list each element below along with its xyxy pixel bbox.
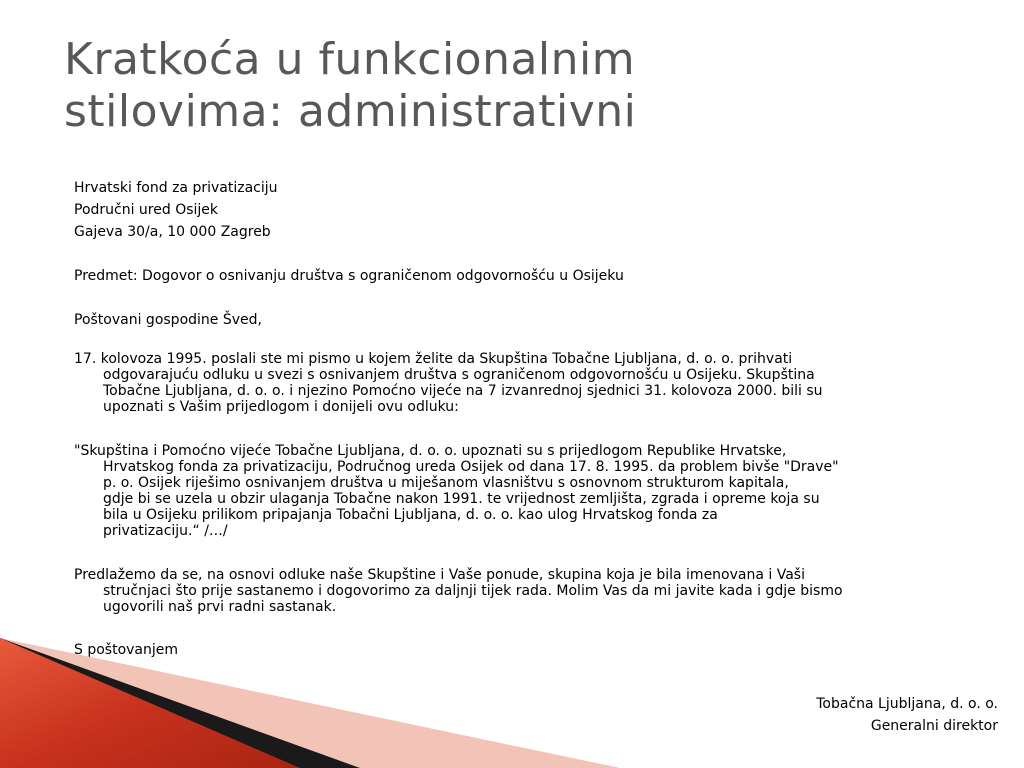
paragraph-line: bila u Osijeku prilikom pripajanja Tobačni Ljubljana, d. o. o. kao ulog Hrvatskog fonda za xyxy=(103,507,718,523)
slide-title-line-2: stilovima: administrativni xyxy=(64,86,637,137)
paragraph-2 xyxy=(74,443,1000,539)
paragraph-3 xyxy=(74,567,1000,615)
closing-line: S poštovanjem xyxy=(74,642,179,658)
subject-line: Predmet: Dogovor o osnivanju društva s ograničenom odgovornošću u Osijeku xyxy=(74,268,624,284)
paragraph-line: Tobačne Ljubljana, d. o. o. i njezino Pomoćno vijeće na 7 izvanrednoj sjednici 31. kolovoza 2000. bili su xyxy=(103,383,823,399)
paragraph-line: odgovarajuću odluku u svezi s osnivanjem društva s ograničenom odgovornošću u Osijeku. Skupština xyxy=(103,367,815,383)
letter-body xyxy=(74,177,1000,661)
address-line: Područni ured Osijek xyxy=(74,202,219,218)
decorative-corner-graphic xyxy=(0,638,620,768)
paragraph-line: privatizaciju.“ /…/ xyxy=(103,523,228,539)
address-block xyxy=(74,177,1000,243)
paragraph-1 xyxy=(74,351,1000,415)
paragraph-line: p. o. Osijek riješimo osnivanjem društva u miješanom vlasništvu s osnovnom strukturom kapitala, xyxy=(103,475,789,491)
paragraph-line: Hrvatskog fonda za privatizaciju, Područnog ureda Osijek od dana 17. 8. 1995. da problem bivše "Drave" xyxy=(103,459,839,475)
signature-block xyxy=(816,693,998,737)
salutation: Poštovani gospodine Šved, xyxy=(74,312,262,328)
paragraph-line: upoznati s Vašim prijedlogom i donijeli ovu odluku: xyxy=(103,399,459,415)
signature-company: Tobačna Ljubljana, d. o. o. xyxy=(816,696,998,712)
paragraph-line: Predlažemo da se, na osnovi odluke naše Skupštine i Vaše ponude, skupina koja je bila imenovana i Vaši xyxy=(74,567,805,583)
address-line: Gajeva 30/a, 10 000 Zagreb xyxy=(74,224,271,240)
signature-role: Generalni direktor xyxy=(870,718,998,734)
paragraph-line: "Skupština i Pomoćno vijeće Tobačne Ljubljana, d. o. o. upoznati su s prijedlogom Republike Hrvatske, xyxy=(74,443,787,459)
paragraph-line: gdje bi se uzela u obzir ulaganja Tobačne nakon 1991. te vrijednost zemljišta, zgrada i opreme koja su xyxy=(103,491,820,507)
address-line: Hrvatski fond za privatizaciju xyxy=(74,180,278,196)
slide-title-line-1: Kratkoća u funkcionalnim xyxy=(64,34,636,85)
slide-title xyxy=(64,34,964,138)
paragraph-line: 17. kolovoza 1995. poslali ste mi pismo u kojem želite da Skupština Tobačne Ljubljana, d. o. o. prihvati xyxy=(74,351,793,367)
paragraph-line: ugovorili naš prvi radni sastanak. xyxy=(103,599,337,615)
paragraph-line: stručnjaci što prije sastanemo i dogovorimo za daljnji tijek rada. Molim Vas da mi javite kada i gdje bismo xyxy=(103,583,843,599)
